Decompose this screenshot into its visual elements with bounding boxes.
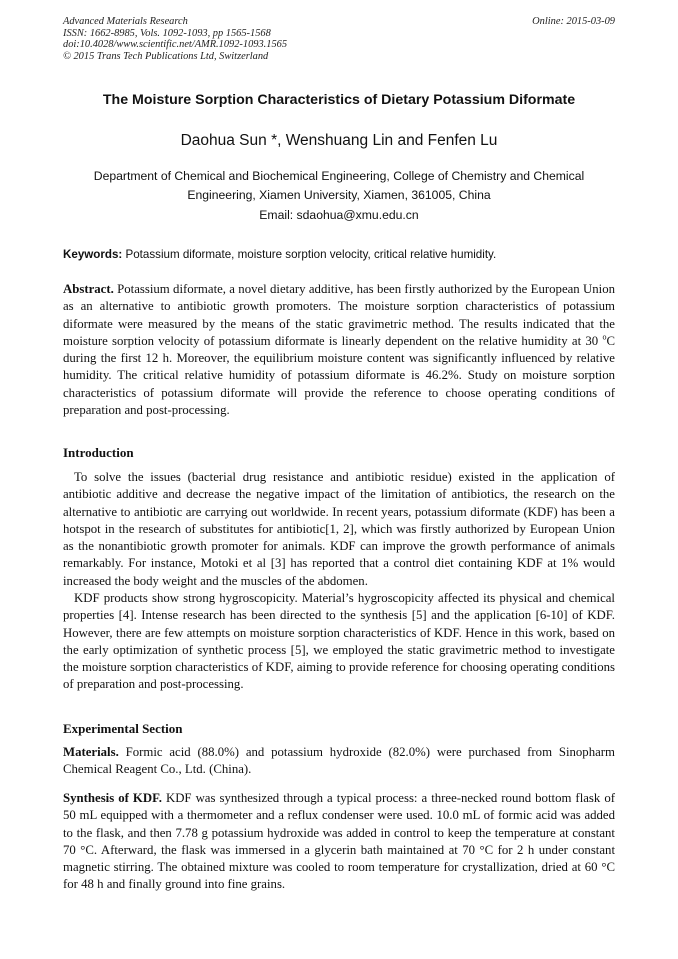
affiliation-line-2: Engineering, Xiamen University, Xiamen, 361005, China: [187, 188, 491, 202]
journal-name: Advanced Materials Research: [63, 16, 188, 27]
synthesis-paragraph: [63, 790, 615, 894]
keywords: [63, 248, 623, 261]
introduction-paragraph-2: KDF products show strong hygroscopicity. Material’s hygroscopicity affected its physical and chemical properties [4]. Intense research has been directed to the synthesis [5] and the application [6-10] of KDF. However, there are few attempts on moisture sorption characteristics of KDF. Hence in this work, based on the early optimization of synthetic process [5], we employed the static gravimetric method to investigate the moisture sorption characteristics of KDF, aiming to provide reference for choosing operating conditions of preparation and post-processing.: [63, 591, 615, 692]
synthesis-label: Synthesis of KDF.: [63, 791, 162, 805]
online-date: Online: 2015-03-09: [532, 16, 615, 27]
doi-line[interactable]: doi:10.4028/www.scientific.net/AMR.1092-1093.1565: [63, 39, 288, 51]
affiliation: [70, 167, 608, 205]
degree-superscript: o: [602, 332, 607, 342]
abstract-text-b: C during the first 12 h. Moreover, the equilibrium moisture content was significantly influenced by relative humidity. The critical relative humidity of potassium diformate is 46.2%. Study on moisture sorption characteristics of potassium diformate will provide the reference to choose operating conditions of preparation and post-processing.: [63, 333, 615, 418]
journal-header: [63, 16, 615, 62]
author-email[interactable]: Email: sdaohua@xmu.edu.cn: [259, 208, 419, 222]
abstract-text-a: Potassium diformate, a novel dietary additive, has been firstly authorized by the European Union as an alternative to antibiotic growth promoters. The moisture sorption characteristics of potassium diformate were measured by the means of the static gravimetric method. The results indicated that the moisture sorption velocity of potassium diformate is linearly dependent on the relative humidity at 30: [63, 282, 615, 348]
abstract: [63, 281, 615, 419]
affiliation-line-1: Department of Chemical and Biochemical Engineering, College of Chemistry and Chemical: [93, 169, 585, 183]
copyright-line: © 2015 Trans Tech Publications Ltd, Switzerland: [63, 50, 269, 62]
introduction-paragraph-1: To solve the issues (bacterial drug resistance and antibiotic residue) existed in the application of antibiotic additive and decrease the negative impact of the limitation of antibiotics, the research on the alternative to antibiotic are carrying out worldwide. In recent years, potassium diformate (KDF) has been a hotspot in the research of substitutes for antibiotic[1, 2], which was firstly authorized by European Union as the nonantibiotic growth promoter for animals. KDF can improve the growth performance of animals remarkably. For instance, Motoki et al [3] has reported that a control diet containing KDF at 1% would increased the body weight and the muscles of the abdomen.: [63, 470, 615, 588]
materials-text: Formic acid (88.0%) and potassium hydroxide (82.0%) were purchased from Sinopharm Chemical Reagent Co., Ltd. (China).: [63, 745, 615, 777]
synthesis-text: KDF was synthesized through a typical process: a three-necked round bottom flask of 50 mL equipped with a thermometer and a reflux condenser were used. 10.0 mL of formic acid was added to the flask, and then 7.78 g potassium hydroxide was added in control to keep the temperature at constant 70 °C. Afterward, the flask was immersed in a glycerin bath maintained at 70 °C for 2 h under constant magnetic stirring. The obtained mixture was cooled to room temperature for crystallization, dried at 60 °C for 48 h and finally ground into fine grains.: [63, 791, 615, 892]
abstract-label: Abstract.: [63, 282, 114, 296]
introduction-heading: Introduction: [63, 445, 134, 460]
materials-label: Materials.: [63, 745, 119, 759]
experimental-heading: Experimental Section: [63, 721, 183, 736]
paper-title: The Moisture Sorption Characteristics of Dietary Potassium Diformate: [102, 92, 576, 108]
issn-line: ISSN: 1662-8985, Vols. 1092-1093, pp 1565-1568: [63, 27, 271, 39]
materials-paragraph: [63, 744, 615, 779]
keywords-text: Potassium diformate, moisture sorption velocity, critical relative humidity.: [122, 248, 497, 261]
keywords-label: Keywords:: [63, 248, 123, 261]
authors: Daohua Sun *, Wenshuang Lin and Fenfen Lu: [180, 132, 498, 149]
